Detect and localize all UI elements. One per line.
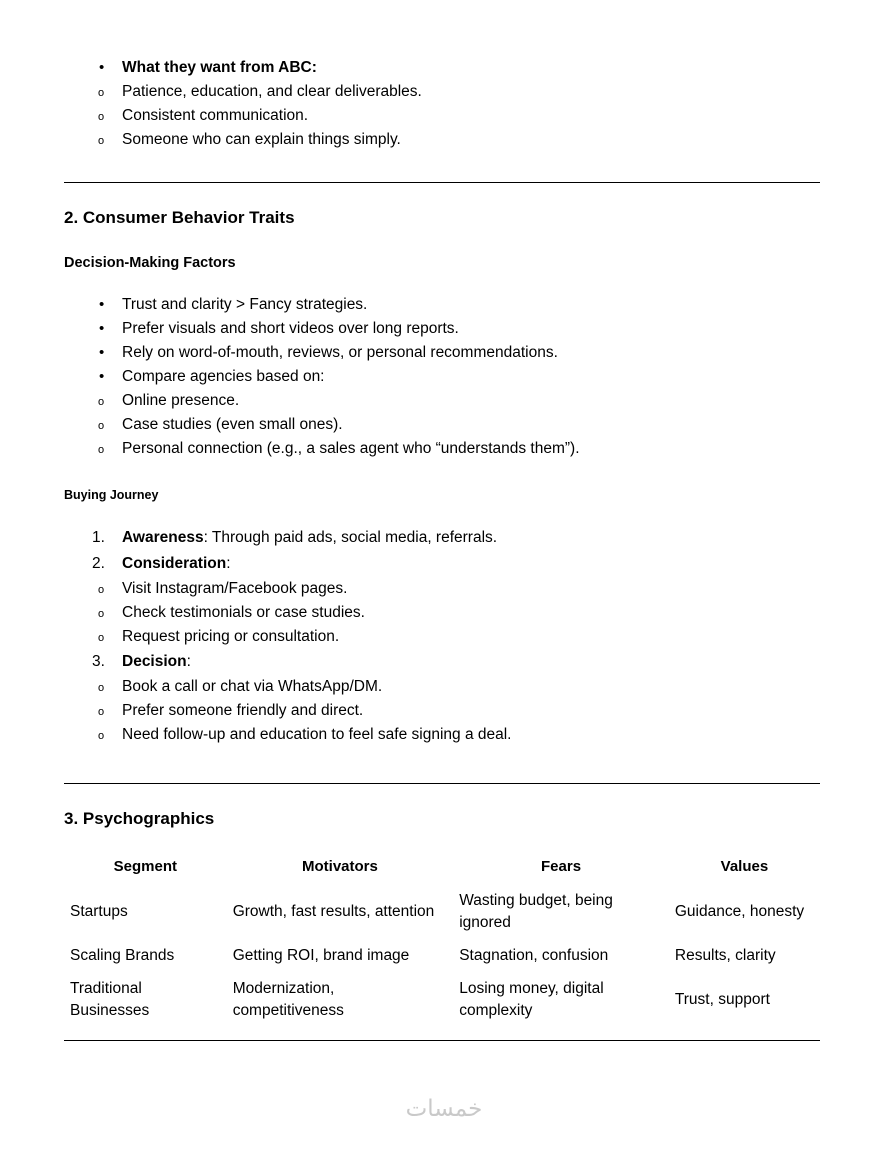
list-item [99,341,820,365]
psychographics-table [64,854,820,1028]
journey-step-label: Decision [122,653,187,670]
list-item [98,104,820,128]
cell-segment: Startups [70,903,128,920]
section-2-title: 2. Consumer Behavior Traits [64,208,295,227]
cell-values: Trust, support [674,991,770,1008]
bullet-icon: • [99,344,105,361]
list-number: 3. [92,653,105,670]
list-item-label: Prefer visuals and short videos over long reports. [122,320,459,337]
section-divider [64,1040,820,1041]
list-item-label: Trust and clarity > Fancy strategies. [122,296,368,313]
table-row [64,973,820,1028]
list-item-label: Need follow-up and education to feel safe signing a deal. [122,726,512,743]
circle-bullet-icon: o [98,135,105,147]
cell-values: Guidance, honesty [674,903,805,920]
circle-bullet-icon: o [98,632,105,644]
circle-bullet-icon: o [98,730,105,742]
list-item [98,577,820,601]
bullet-icon: • [99,320,105,337]
section-3-title: 3. Psychographics [64,809,215,828]
cell-motivators: Getting ROI, brand image [232,947,410,964]
cell-segment: Traditional Businesses [70,980,150,1019]
what-they-want-heading: What they want from ABC [122,59,312,76]
circle-bullet-icon: o [98,444,105,456]
list-item [98,437,820,461]
table-header-row [64,854,820,885]
bullet-icon: • [99,296,105,313]
circle-bullet-icon: o [98,706,105,718]
list-item [92,649,820,675]
list-item [99,365,820,389]
circle-bullet-icon: o [98,111,105,123]
cell-fears: Stagnation, confusion [459,947,609,964]
list-item-label: Request pricing or consultation. [122,628,340,645]
list-item [92,551,820,577]
cell-motivators: Growth, fast results, attention [232,903,435,920]
cell-segment: Scaling Brands [70,947,175,964]
list-item [98,723,820,747]
buying-journey-list-continued [64,649,820,675]
table-row [64,885,820,940]
list-item [99,317,820,341]
column-header-values: Values [720,858,769,875]
decision-making-factors-heading: Decision-Making Factors [64,255,236,271]
compare-agencies-sublist [64,389,820,461]
list-item-label: Book a call or chat via WhatsApp/DM. [122,678,383,695]
circle-bullet-icon: o [98,420,105,432]
document-content [64,56,820,1041]
column-header-motivators: Motivators [302,858,378,875]
journey-step-text: : [226,555,231,572]
decision-sublist [64,675,820,747]
list-item [98,625,820,649]
circle-bullet-icon: o [98,608,105,620]
table-row [64,940,820,973]
what-they-want-heading-colon: : [311,59,317,76]
circle-bullet-icon: o [98,682,105,694]
journey-step-label: Awareness [122,529,204,546]
list-item-label: Personal connection (e.g., a sales agent who “understands them”). [122,440,580,457]
list-item [98,675,820,699]
list-item [98,601,820,625]
list-item-label: Visit Instagram/Facebook pages. [122,580,348,597]
journey-step-text: : [186,653,191,670]
what-they-want-list [64,56,820,80]
list-item [98,699,820,723]
list-item-label: Consistent communication. [122,107,309,124]
list-item [98,128,820,152]
journey-step-text: : Through paid ads, social media, referrals. [203,529,498,546]
circle-bullet-icon: o [98,584,105,596]
list-item-label: Compare agencies based on: [122,368,325,385]
list-number: 1. [92,529,105,546]
buying-journey-list [64,525,820,577]
consideration-sublist [64,577,820,649]
list-item-label: Online presence. [122,392,240,409]
what-they-want-sublist [64,80,820,152]
column-header-fears: Fears [541,858,582,875]
list-item-label: Case studies (even small ones). [122,416,343,433]
circle-bullet-icon: o [98,87,105,99]
list-item-label: Someone who can explain things simply. [122,131,401,148]
list-item [98,413,820,437]
list-item [99,293,820,317]
list-item-label: Prefer someone friendly and direct. [122,702,364,719]
journey-step-label: Consideration [122,555,227,572]
list-item-label: Check testimonials or case studies. [122,604,365,621]
watermark-text: خمسات [405,1096,483,1122]
bullet-icon: • [99,59,105,76]
decision-factors-list [64,293,820,389]
buying-journey-heading: Buying Journey [64,488,159,502]
list-item-label: Patience, education, and clear deliverables. [122,83,422,100]
list-item-label: Rely on word-of-mouth, reviews, or personal recommendations. [122,344,558,361]
bullet-icon: • [99,368,105,385]
cell-fears: Losing money, digital complexity [459,980,604,1019]
cell-values: Results, clarity [674,947,776,964]
cell-motivators: Modernization, competitiveness [232,980,344,1019]
list-item [99,56,820,80]
list-item [92,525,820,551]
circle-bullet-icon: o [98,396,105,408]
list-number: 2. [92,555,105,572]
list-item [98,389,820,413]
column-header-segment: Segment [113,858,178,875]
list-item [98,80,820,104]
cell-fears: Wasting budget, being ignored [459,892,613,931]
